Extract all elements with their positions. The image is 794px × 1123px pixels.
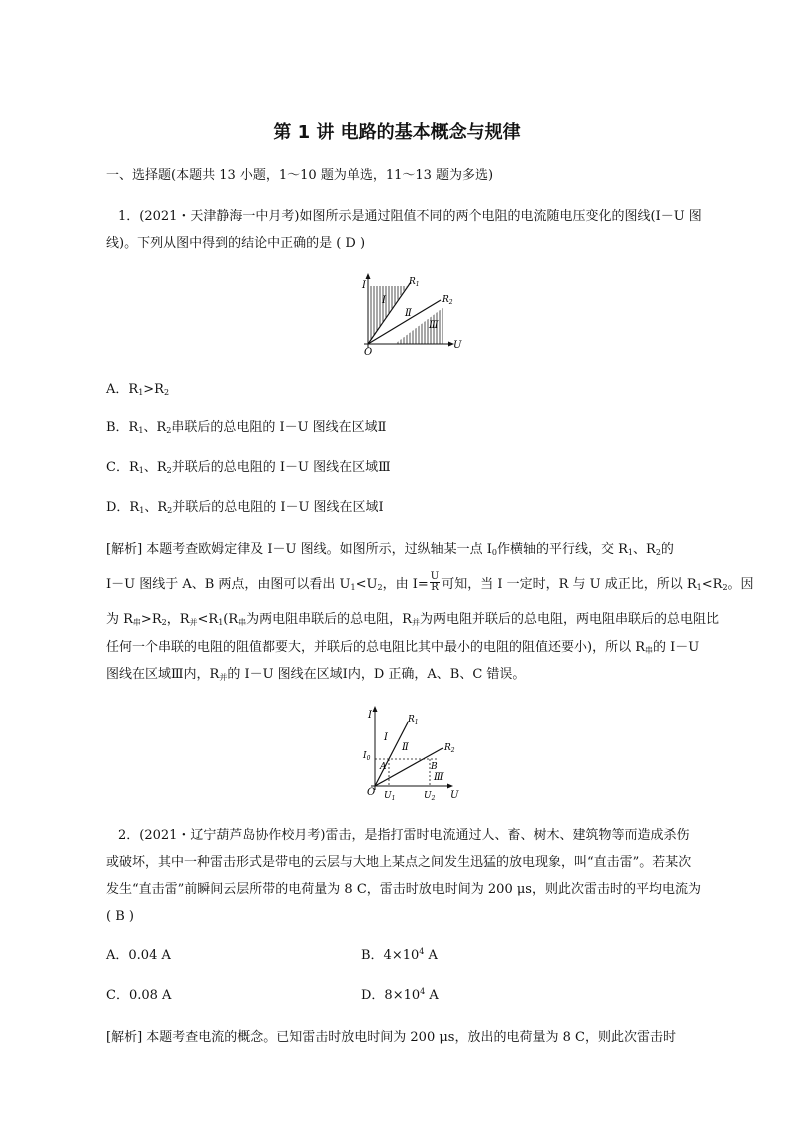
u-label: U: [450, 790, 459, 801]
r1-label: $R_1$: [408, 715, 419, 726]
u-label: U: [453, 340, 462, 351]
zone2-label: Ⅱ: [402, 742, 409, 753]
q2-stem-line3: 发生“直击雷”前瞬间云层所带的电荷量为 8 C，雷击时放电时间为 200 μs，则此次雷击时的平均电流为: [106, 882, 701, 897]
origin-label: O: [364, 347, 373, 358]
q1-analysis-line2: I－U 图线于 A、B 两点，由图可以看出 $U_1<U_2$，由 I= $\frac{U}{R}$ 可知，当 I 一定时，R 与 U 成正比，所以 $R_1<R_2$。因: [106, 571, 754, 593]
i-axis-arrow-icon: [366, 273, 371, 279]
u1-label: $U_1$: [384, 791, 396, 802]
q2-option-c[interactable]: C．0.08 A: [106, 988, 172, 1003]
q2-stem-line4: ( B ): [106, 909, 134, 924]
i0-label: $I_0$: [363, 751, 371, 762]
q1-analysis-line1: [解析] 本题考查欧姆定律及 I－U 图线。如图所示，过纵轴某一点 $I_0$作横轴的平行线，交 $R_1$、$R_2$的: [106, 542, 674, 557]
option-c[interactable]: C．$R_1$、$R_2$并联后的总电阻的 I－U 图线在区域Ⅲ: [106, 460, 391, 475]
q1-analysis-line5: 图线在区域Ⅲ内，$R_并$的 I－U 图线在区域Ⅰ内，D 正确，A、B、C 错误。: [106, 667, 526, 682]
q1-analysis-line4: 任何一个串联的电阻的阻值都要大，并联后的总电阻比其中最小的电阻的阻值还要小)，所以 $R_串$的 I－U: [106, 640, 700, 655]
zone1-label: Ⅰ: [382, 295, 386, 306]
i-label: I: [362, 280, 366, 291]
point-b-label: B: [431, 762, 438, 772]
analysis-iu-figure: [358, 702, 468, 804]
q1-stem-line1: 1．(2021・天津静海一中月考)如图所示是通过阻值不同的两个电阻的电流随电压变化的图线(I－U 图: [118, 209, 702, 224]
i-axis-arrow-icon: [373, 706, 378, 712]
r2-label: $R_2$: [444, 743, 455, 754]
r1-label: $R_1$: [409, 277, 420, 288]
zone1-label: Ⅰ: [384, 732, 388, 743]
zone2-label: Ⅱ: [405, 308, 412, 319]
option-b[interactable]: B．$R_1$、$R_2$串联后的总电阻的 I－U 图线在区域Ⅱ: [106, 420, 387, 435]
point-a-label: A: [380, 762, 387, 772]
q1-stem-line2: 线)。下列从图中得到的结论中正确的是 ( D ): [106, 236, 366, 251]
fraction-u-over-r: $\frac{U}{R}$: [430, 571, 440, 593]
r2-label: $R_2$: [442, 295, 453, 306]
page-title: 第 1 讲 电路的基本概念与规律: [273, 122, 521, 143]
zone3-label: Ⅲ: [434, 772, 444, 783]
q1-iu-figure: [355, 270, 465, 358]
q2-analysis-line1: [解析] 本题考查电流的概念。已知雷击时放电时间为 200 μs，放出的电荷量为 8 C，则此次雷击时: [106, 1030, 676, 1045]
q2-option-a[interactable]: A．0.04 A: [106, 948, 171, 963]
origin-label: O: [367, 787, 376, 798]
q2-option-b[interactable]: B．$4\times 10^4$ A: [361, 947, 438, 963]
q2-stem-line1: 2．(2021・辽宁葫芦岛协作校月考)雷击，是指打雷时电流通过人、畜、树木、建筑物等而造成杀伤: [118, 828, 690, 843]
i-label: I: [368, 710, 372, 721]
u2-label: $U_2$: [424, 791, 436, 802]
option-d[interactable]: D．$R_1$、$R_2$并联后的总电阻的 I－U 图线在区域Ⅰ: [106, 500, 384, 515]
q2-stem-line2: 或破坏，其中一种雷击形式是带电的云层与大地上某点之间发生迅猛的放电现象，叫“直击雷”。若某次: [106, 855, 692, 870]
u-axis-arrow-icon: [447, 784, 453, 789]
q2-option-d[interactable]: D．$8\times 10^4$ A: [361, 987, 439, 1003]
zone3-label: Ⅲ: [429, 320, 439, 331]
q1-analysis-line3: 为 $R_串>R_2$，$R_并<R_1(R_串$为两电阻串联后的总电阻，$R_并$为两电阻并联后的总电阻，两电阻串联后的总电阻比: [106, 612, 719, 627]
section-heading: 一、选择题(本题共 13 小题，1～10 题为单选，11～13 题为多选): [106, 168, 494, 183]
option-a[interactable]: A．$R_1>R_2$: [106, 382, 170, 397]
